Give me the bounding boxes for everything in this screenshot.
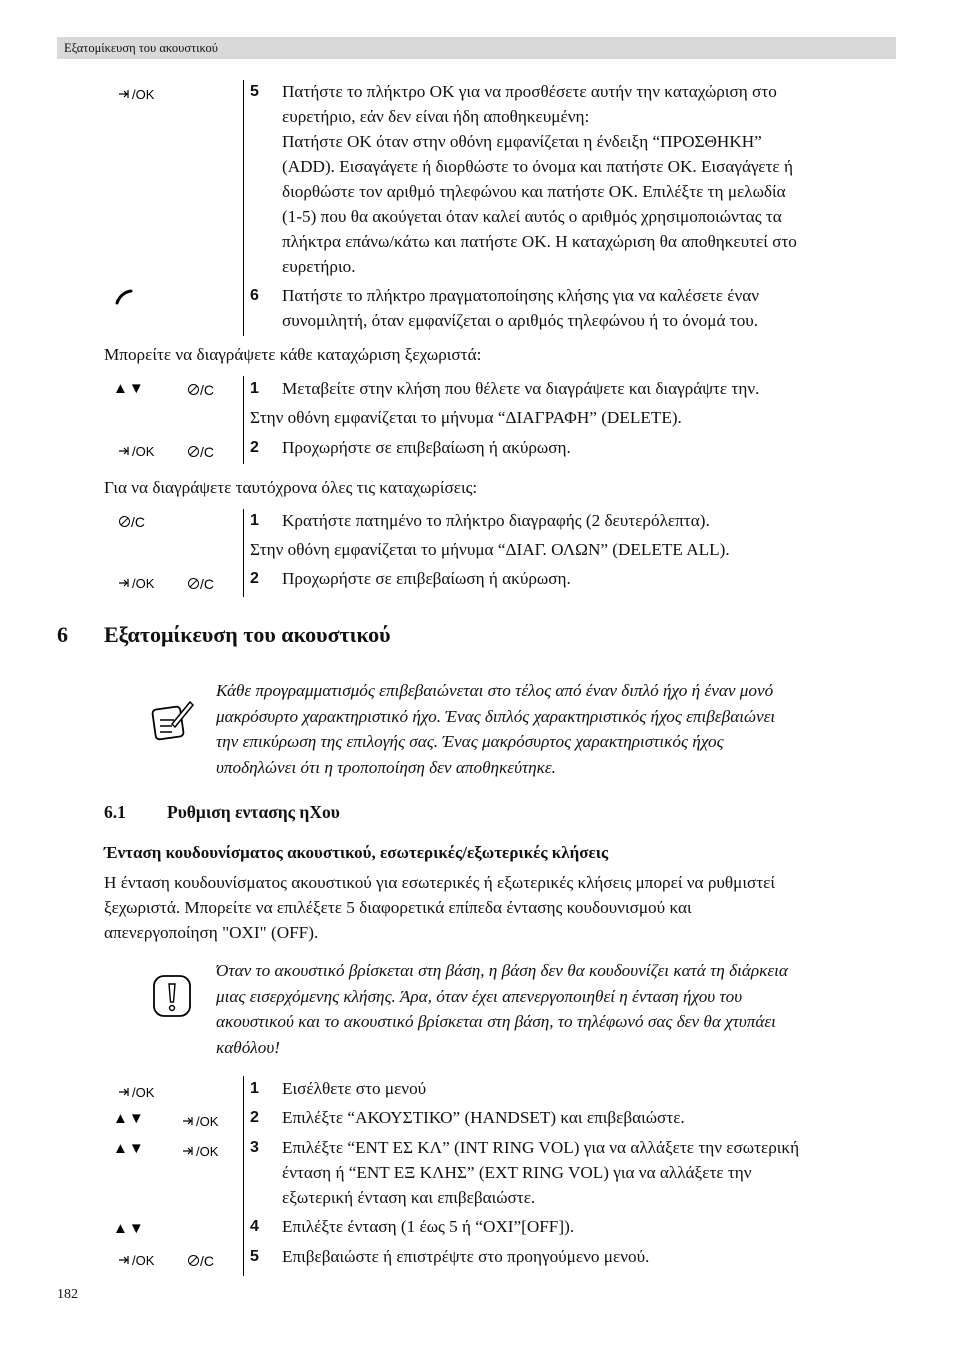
text-line: ευρετήριο. [282,257,356,276]
step-text: Επιβεβαιώστε ή επιστρέψτε στο προηγούμενο μενού. [282,1247,650,1266]
ok-label: /OK [132,1253,155,1268]
phone-icon [114,288,134,309]
page-number: 182 [57,1287,78,1302]
text-line: Πατήστε το πλήκτρο OK για να προσθέσετε αυτήν την καταχώριση στο [282,82,777,101]
subsection-title: Ρυθμιση εντασης ηΧου [167,802,340,822]
step-number: 1 [250,512,259,529]
step-number: 5 [250,1248,259,1265]
text-line: εξωτερική ένταση και επιβεβαιώστε. [282,1188,536,1207]
paragraph: Μπορείτε να διαγράψετε κάθε καταχώριση ξεχωριστά: [104,345,482,364]
ok-key-icon [118,576,154,591]
text-line: υποδηλώνει ότι η τροποποίηση δεν αποθηκεύτηκε. [216,757,556,777]
text-line: μακρόσυρτο χαρακτηριστικό ήχο. Ένας διπλός χαρακτηριστικός ήχος επιβεβαιώνει [216,706,776,726]
clear-key-icon [118,514,145,530]
text-line: Κάθε προγραμματισμός επιβεβαιώνεται στο τέλος από έναν διπλό ήχο ή έναν μονό [216,681,774,700]
step-text: Μεταβείτε στην κλήση που θέλετε να διαγράψετε και διαγράψτε την. [282,379,760,398]
step-1 [250,1076,900,1101]
subheading: Ένταση κουδουνίσματος ακουστικού, εσωτερικές/εξωτερικές κλήσεις [104,843,609,862]
text-line: ευρετήριο, εάν δεν είναι ήδη αποθηκευμένη: [282,107,590,126]
text-line: την επικύρωση της επιλογής σας. Ένας μακρόσυρτος χαρακτηριστικός ήχος [216,732,724,751]
subsection-number: 6.1 [104,802,126,822]
step-number: 1 [250,380,259,397]
clear-label: /C [200,444,214,460]
clear-label: /C [200,1253,214,1269]
step-text: Εισέλθετε στο μενού [282,1079,427,1098]
note-pencil-icon [150,698,196,749]
text-line: πλήκτρα επάνω/κάτω και πατήστε OK. Η καταχώριση θα αποθηκευτεί στο [282,232,797,251]
text-line: καθόλου! [216,1037,280,1057]
clear-label: /C [200,382,214,398]
clear-key-icon [187,444,214,460]
ok-label: /OK [132,1085,155,1100]
ok-label: /OK [132,576,155,591]
ok-label: /OK [132,444,155,459]
running-header: Εξατομίκευση του ακουστικού [57,37,896,59]
step-2 [250,435,900,460]
step-2 [250,1105,900,1130]
text-line: ξεχωριστά. Μπορείτε να επιλέξετε 5 διαφορετικά επίπεδα έντασης κουδουνισμού και [104,898,692,917]
step-text: Κρατήστε πατημένο το πλήκτρο διαγραφής (2 δευτερόλεπτα). [282,511,710,530]
step-text: Προχωρήστε σε επιβεβαίωση ή ακύρωση. [282,569,571,588]
text-line: διορθώστε τον αριθμό τηλεφώνου και πατήστε OK. Επιλέξτε τη μελωδία [282,182,786,201]
clear-key-icon [187,1253,214,1269]
text-line: (ADD). Εισαγάγετε ή διορθώστε το όνομα και πατήστε OK. Εισαγάγετε ή [282,157,793,176]
up-down-keys-icon: ▲▼ [113,380,145,397]
step-5 [250,79,900,279]
screen-message: Στην οθόνη εμφανίζεται το μήνυμα “ΔΙΑΓ. ΟΛΩΝ” (DELETE ALL). [250,540,730,559]
text-line: Η ένταση κουδουνίσματος ακουστικού για εσωτερικές ή εξωτερικές κλήσεις μπορεί να ρυθμιστεί [104,873,775,892]
subsection-heading [104,802,340,823]
step-4 [250,1214,900,1239]
step-number: 5 [250,83,259,100]
step-6 [250,283,900,333]
section-number: 6 [57,622,68,647]
ok-label: /OK [196,1114,219,1129]
text-line: απενεργοποίηση "ΟΧΙ" (OFF). [104,923,319,942]
clear-key-icon [187,576,214,592]
ok-key-icon [118,1085,154,1100]
text-line: ένταση ή “ΕΝΤ ΕΞ ΚΛΗΣ” (EXT RING VOL) για να αλλάξετε την [282,1163,752,1182]
step-number: 2 [250,570,259,587]
paragraph [104,870,904,945]
text-line: Πατήστε OK όταν στην οθόνη εμφανίζεται η ένδειξη “ΠΡΟΣΘΗΚΗ” [282,132,762,151]
step-number: 2 [250,439,259,456]
up-down-keys-icon: ▲▼ [113,1140,145,1157]
ok-key-icon [118,87,154,102]
warning-text [216,958,906,1060]
divider-line [243,1076,244,1276]
divider-line [243,376,244,464]
step-number: 2 [250,1109,259,1126]
step-number: 4 [250,1218,259,1235]
up-down-keys-icon: ▲▼ [113,1220,145,1237]
step-text: Προχωρήστε σε επιβεβαίωση ή ακύρωση. [282,438,571,457]
ok-key-icon [182,1144,218,1159]
text-line: ακουστικού και το ακουστικό βρίσκεται στη βάση, το τηλέφωνό σας δεν θα χτυπάει [216,1012,776,1031]
text-line: συνομιλητή, όταν εμφανίζεται ο αριθμός τηλεφώνου ή το όνομά του. [282,311,759,330]
step-number: 3 [250,1139,259,1156]
clear-label: /C [131,514,145,530]
text-line: Πατήστε το πλήκτρο πραγματοποίησης κλήσης για να καλέσετε έναν [282,286,760,305]
up-down-keys-icon: ▲▼ [113,1110,145,1127]
step-text: Επιλέξτε “ΑΚΟΥΣΤΙΚΟ” (HANDSET) και επιβεβαιώστε. [282,1108,685,1127]
section-heading [57,622,391,648]
step-text: Επιλέξτε ένταση (1 έως 5 ή “ΟΧΙ”[OFF]). [282,1217,575,1236]
ok-label: /OK [196,1144,219,1159]
clear-key-icon [187,382,214,398]
text-line: (1-5) που θα ακούγεται όταν καλεί αυτός ο αριθμός χρησιμοποιώντας τα [282,207,782,226]
ok-label: /OK [132,87,155,102]
paragraph: Για να διαγράψετε ταυτόχρονα όλες τις καταχωρίσεις: [104,478,478,497]
step-2 [250,566,900,591]
step-5 [250,1244,900,1269]
divider-line [243,80,244,336]
note-text [216,678,906,780]
text-line: Επιλέξτε “ΕΝΤ ΕΣ ΚΛ” (INT RING VOL) για να αλλάξετε την εσωτερική [282,1138,800,1157]
step-3 [250,1135,900,1210]
section-title: Εξατομίκευση του ακουστικού [104,622,391,647]
ok-key-icon [118,1253,154,1268]
step-number: 1 [250,1080,259,1097]
screen-message: Στην οθόνη εμφανίζεται το μήνυμα “ΔΙΑΓΡΑΦΗ” (DELETE). [250,408,682,427]
step-1 [250,376,900,401]
text-line: Όταν το ακουστικό βρίσκεται στη βάση, η βάση δεν θα κουδουνίζει κατά τη διάρκεια [216,961,788,980]
clear-label: /C [200,576,214,592]
ok-key-icon [118,444,154,459]
ok-key-icon [182,1114,218,1129]
text-line: μιας εισερχόμενης κλήσης. Άρα, όταν έχει απενεργοποιηθεί η ένταση ήχου του [216,986,743,1006]
warning-icon [150,972,196,1027]
divider-line [243,509,244,597]
step-1 [250,508,900,533]
step-number: 6 [250,287,259,304]
